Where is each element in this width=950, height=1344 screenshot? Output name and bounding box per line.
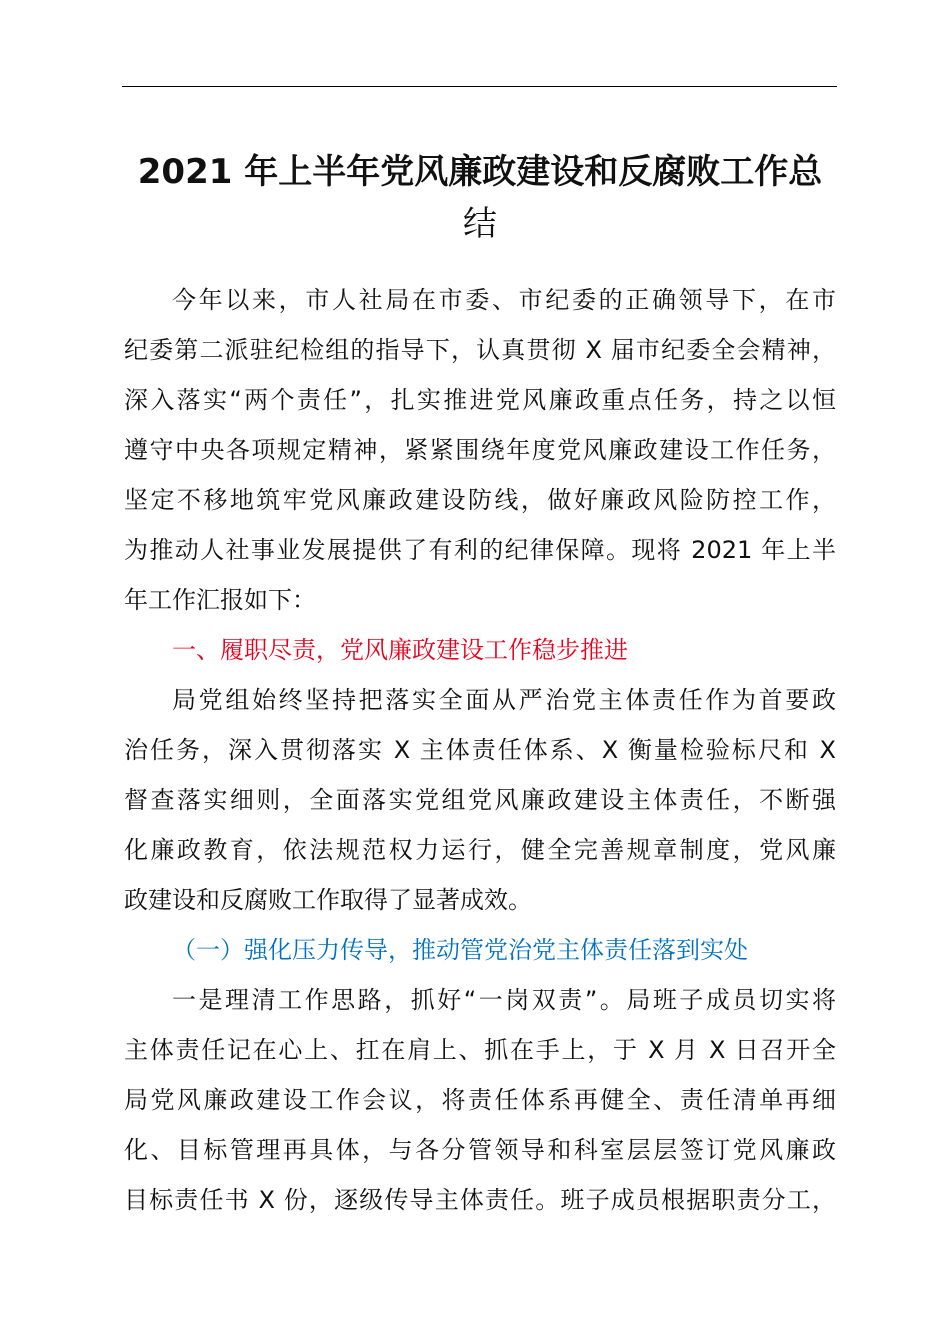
paragraph-line: 局党风廉政建设工作会议，将责任体系再健全、责任清单再细 <box>124 1086 836 1114</box>
paragraph-line: 督查落实细则，全面落实党组党风廉政建设主体责任，不断强 <box>124 786 836 814</box>
intro-line: 深入落实“两个责任”，扎实推进党风廉政重点任务，持之以恒 <box>124 386 836 414</box>
paragraph-line: 化廉政教育，依法规范权力运行，健全完善规章制度，党风廉 <box>124 836 836 864</box>
intro-line: 遵守中央各项规定精神，紧紧围绕年度党风廉政建设工作任务， <box>124 436 836 464</box>
subsection-heading-1: （一）强化压力传导，推动管党治党主体责任落到实处 <box>172 936 748 964</box>
intro-line: 纪委第二派驻纪检组的指导下，认真贯彻 X 届市纪委全会精神， <box>124 336 836 364</box>
intro-line: 坚定不移地筑牢党风廉政建设防线，做好廉政风险防控工作， <box>124 486 836 514</box>
intro-line: 年工作汇报如下： <box>124 586 316 614</box>
paragraph-line: 主体责任记在心上、扛在肩上、抓在手上，于 X 月 X 日召开全 <box>124 1036 836 1064</box>
intro-line: 为推动人社事业发展提供了有利的纪律保障。现将 2021 年上半 <box>124 536 836 564</box>
paragraph-line: 治任务，深入贯彻落实 X 主体责任体系、X 衡量检验标尺和 X <box>124 736 836 764</box>
document-title-continuation: 结 <box>463 204 497 244</box>
document-title: 2021 年上半年党风廉政建设和反腐败工作总 <box>137 152 823 192</box>
paragraph-line: 一是理清工作思路，抓好“一岗双责”。局班子成员切实将 <box>172 986 836 1014</box>
intro-line: 今年以来，市人社局在市委、市纪委的正确领导下，在市 <box>172 286 836 314</box>
section-heading-1: 一、履职尽责，党风廉政建设工作稳步推进 <box>172 636 628 664</box>
paragraph-line: 化、目标管理再具体，与各分管领导和科室层层签订党风廉政 <box>124 1136 836 1164</box>
paragraph-line: 目标责任书 X 份，逐级传导主体责任。班子成员根据职责分工， <box>124 1186 836 1214</box>
paragraph-line: 局党组始终坚持把落实全面从严治党主体责任作为首要政 <box>172 686 836 714</box>
paragraph-line: 政建设和反腐败工作取得了显著成效。 <box>124 886 532 914</box>
header-rule <box>122 86 837 87</box>
